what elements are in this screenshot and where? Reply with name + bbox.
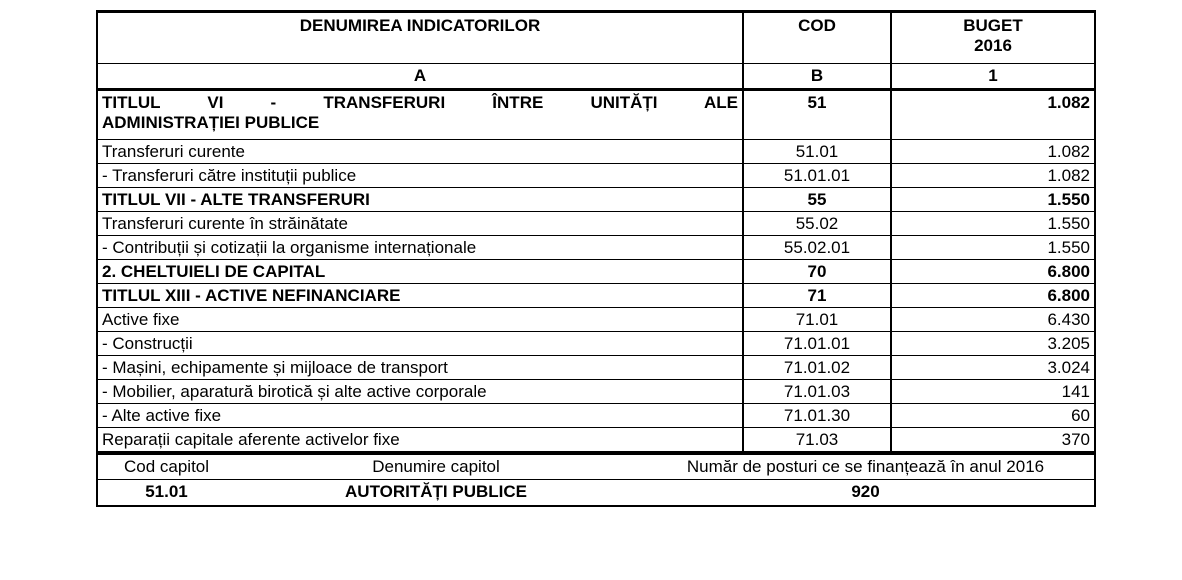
column-letter-b: B (743, 64, 891, 90)
row-code: 71.01.01 (743, 332, 891, 356)
header-budget (891, 12, 1095, 64)
row-value: 370 (891, 428, 1095, 452)
chapter-posts-label: Număr de posturi ce se finanțează în anul 2016 (637, 454, 1095, 480)
row-value: 1.082 (891, 164, 1095, 188)
row-name: - Mobilier, aparatură birotică și alte active corporale (97, 380, 743, 404)
row-name-line1: TITLUL VI - TRANSFERURI ÎNTRE UNITĂȚI ALE (102, 93, 738, 112)
row-code: 71.03 (743, 428, 891, 452)
row-code: 55 (743, 188, 891, 212)
header-budget-line2: 2016 (974, 36, 1012, 55)
chapter-name-label: Denumire capitol (235, 454, 637, 480)
row-code: 51.01.01 (743, 164, 891, 188)
row-name: - Construcții (97, 332, 743, 356)
table-row (97, 140, 1095, 164)
table-row (97, 90, 1095, 140)
row-code: 55.02 (743, 212, 891, 236)
row-value: 3.024 (891, 356, 1095, 380)
row-name: TITLUL XIII - ACTIVE NEFINANCIARE (97, 284, 743, 308)
row-value: 3.205 (891, 332, 1095, 356)
row-code: 51.01 (743, 140, 891, 164)
row-name: - Contribuții și cotizații la organisme internaționale (97, 236, 743, 260)
row-name: - Transferuri către instituții publice (97, 164, 743, 188)
row-value: 1.550 (891, 236, 1095, 260)
header-budget-line1: BUGET (963, 16, 1023, 35)
row-code: 71.01.30 (743, 404, 891, 428)
column-letter-a: A (97, 64, 743, 90)
chapter-code: 51.01 (97, 480, 235, 506)
table-row (97, 308, 1095, 332)
row-code: 71.01.02 (743, 356, 891, 380)
table-row (97, 188, 1095, 212)
chapter-code-label: Cod capitol (97, 454, 235, 480)
header-code: COD (743, 12, 891, 64)
row-name: Reparații capitale aferente activelor fixe (97, 428, 743, 452)
table-row (97, 332, 1095, 356)
row-code: 55.02.01 (743, 236, 891, 260)
header-row (97, 12, 1095, 64)
row-name: Active fixe (97, 308, 743, 332)
row-value: 1.082 (891, 140, 1095, 164)
chapter-label-row (97, 454, 1095, 480)
table-row (97, 260, 1095, 284)
row-value: 1.082 (891, 90, 1095, 140)
row-value: 60 (891, 404, 1095, 428)
table-row (97, 164, 1095, 188)
row-name (97, 90, 743, 140)
row-value: 1.550 (891, 188, 1095, 212)
row-name: Transferuri curente în străinătate (97, 212, 743, 236)
column-letter-1: 1 (891, 64, 1095, 90)
chapter-name: AUTORITĂȚI PUBLICE (235, 480, 637, 506)
row-code: 71.01.03 (743, 380, 891, 404)
row-name: TITLUL VII - ALTE TRANSFERURI (97, 188, 743, 212)
chapter-table (96, 452, 1096, 507)
row-value: 6.430 (891, 308, 1095, 332)
row-value: 141 (891, 380, 1095, 404)
table-row (97, 236, 1095, 260)
row-name: Transferuri curente (97, 140, 743, 164)
chapter-data-row (97, 480, 1095, 506)
table-row (97, 380, 1095, 404)
budget-table (96, 10, 1096, 452)
row-name: - Mașini, echipamente și mijloace de transport (97, 356, 743, 380)
row-code: 70 (743, 260, 891, 284)
table-row (97, 212, 1095, 236)
column-letters-row (97, 64, 1095, 90)
header-name: DENUMIREA INDICATORILOR (97, 12, 743, 64)
table-row (97, 284, 1095, 308)
row-name: 2. CHELTUIELI DE CAPITAL (97, 260, 743, 284)
row-name: - Alte active fixe (97, 404, 743, 428)
row-value: 6.800 (891, 284, 1095, 308)
table-row (97, 428, 1095, 452)
table-row (97, 356, 1095, 380)
row-code: 51 (743, 90, 891, 140)
chapter-posts: 920 (637, 480, 1095, 506)
budget-document (96, 10, 1094, 507)
row-name-line2: ADMINISTRAȚIEI PUBLICE (102, 113, 320, 132)
row-value: 6.800 (891, 260, 1095, 284)
row-code: 71.01 (743, 308, 891, 332)
table-row (97, 404, 1095, 428)
row-value: 1.550 (891, 212, 1095, 236)
row-code: 71 (743, 284, 891, 308)
